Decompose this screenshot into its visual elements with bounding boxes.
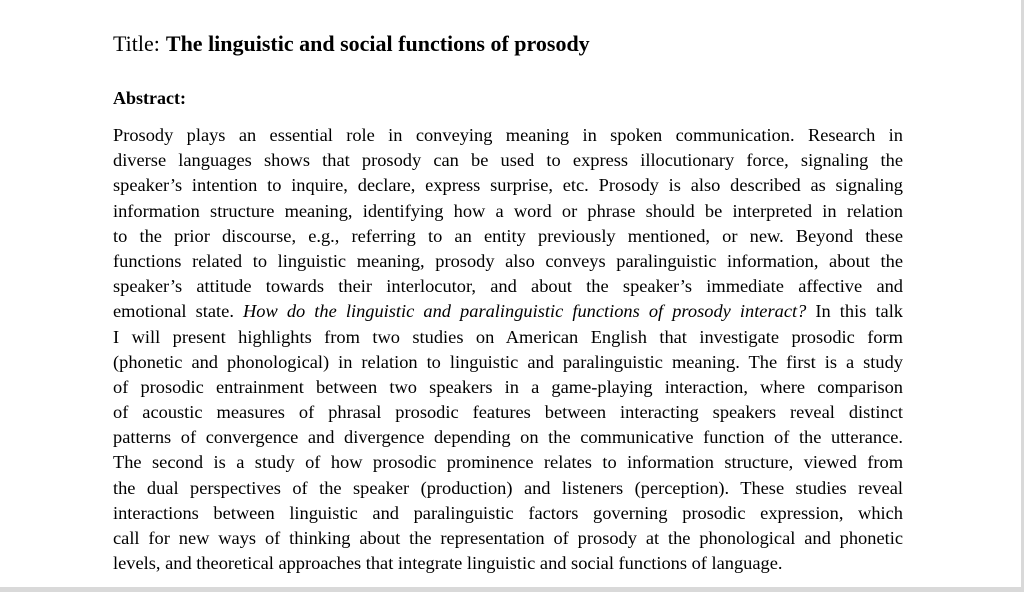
abstract-body (113, 123, 903, 576)
abstract-line: The second is a study of how prosodic prominence relates to information structure, viewed from (113, 452, 903, 473)
abstract-line: of acoustic measures of phrasal prosodic features between interacting speakers reveal distinct (113, 402, 903, 423)
abstract-line: Prosody plays an essential role in conveying meaning in spoken communication. Research in (113, 125, 903, 145)
abstract-line: patterns of convergence and divergence depending on the communicative function of the utterance. (113, 427, 903, 448)
document-title (113, 29, 590, 59)
abstract-line: the dual perspectives of the speaker (production) and listeners (perception). These studies reveal (113, 477, 903, 498)
abstract-line: levels, and theoretical approaches that integrate linguistic and social functions of language. (113, 553, 783, 574)
abstract-line (113, 299, 903, 324)
title-label: Title: (113, 31, 160, 56)
line-text: emotional state. (113, 301, 244, 322)
abstract-line: to the prior discourse, e.g., referring to an entity previously mentioned, or new. Beyond these (113, 225, 903, 246)
abstract-line: I will present highlights from two studies on American English that investigate prosodic form (113, 326, 903, 347)
abstract-line: speaker’s intention to inquire, declare, express surprise, etc. Prosody is also described as signaling (113, 175, 903, 196)
abstract-line: call for new ways of thinking about the representation of prosody at the phonological and phonetic (113, 528, 903, 548)
abstract-line: interactions between linguistic and paralinguistic factors governing prosodic expression, which (113, 502, 903, 523)
abstract-line: (phonetic and phonological) in relation to linguistic and paralinguistic meaning. The first is a study (113, 351, 903, 372)
line-text: In this talk (806, 301, 904, 322)
research-question: How do the linguistic and paralinguistic functions of prosody interact? (243, 301, 807, 322)
abstract-heading: Abstract: (113, 88, 186, 108)
abstract-line: information structure meaning, identifying how a word or phrase should be interpreted in relation (113, 200, 903, 221)
abstract-line: of prosodic entrainment between two speakers in a game-playing interaction, where comparison (113, 376, 903, 397)
page-edge-bottom (0, 587, 1024, 592)
abstract-line: speaker’s attitude towards their interlocutor, and about the speaker’s immediate affective and (113, 276, 903, 297)
title-text: The linguistic and social functions of prosody (165, 31, 590, 56)
abstract-line: diverse languages shows that prosody can be used to express illocutionary force, signaling the (113, 150, 903, 171)
abstract-line: functions related to linguistic meaning, prosody also conveys paralinguistic information, about the (113, 250, 903, 271)
